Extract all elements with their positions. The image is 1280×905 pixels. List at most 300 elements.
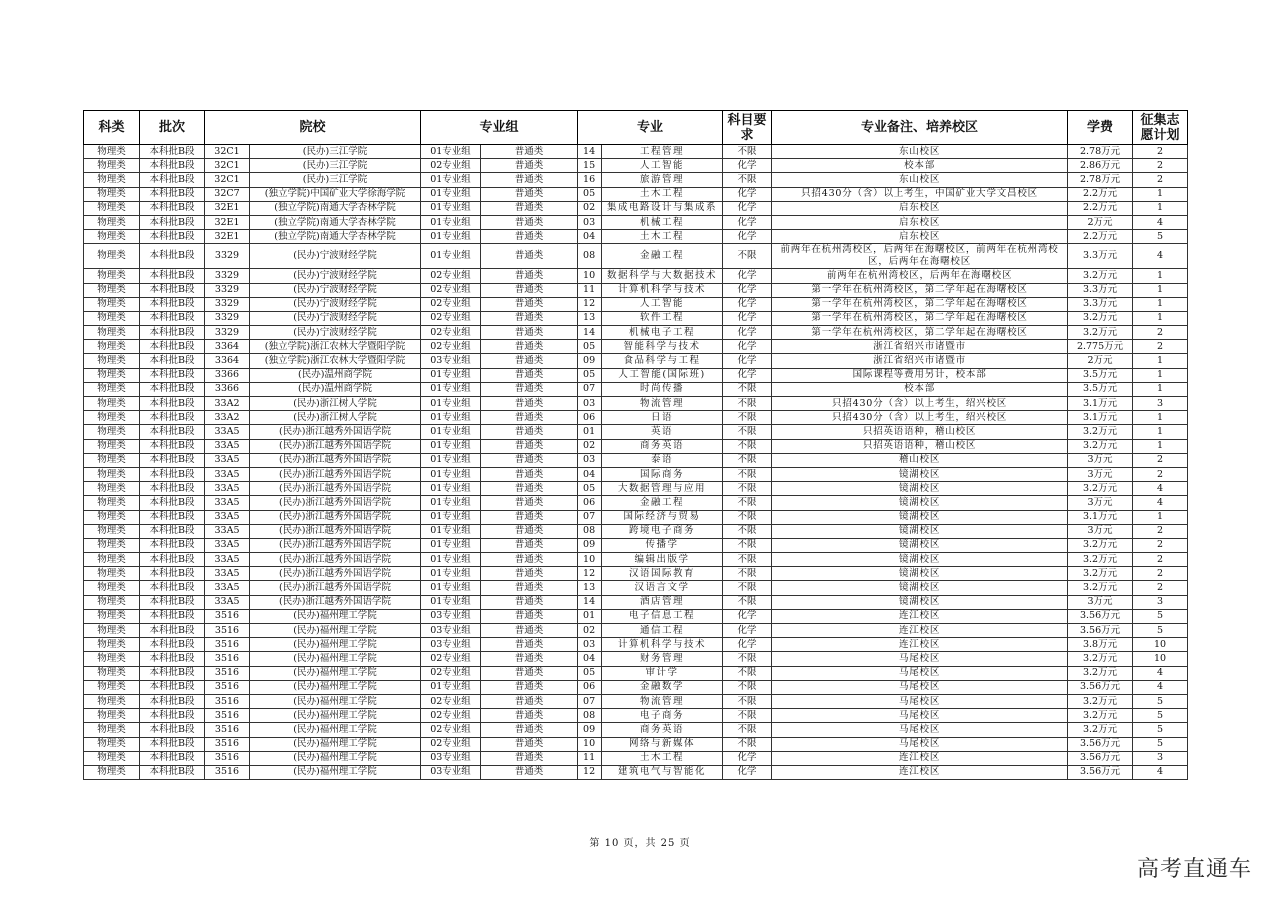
school-code-cell: 3516 xyxy=(205,694,250,708)
batch-cell: 本科批B段 xyxy=(140,553,205,567)
subject-requirement-cell: 不限 xyxy=(723,595,772,609)
major-group-cell: 02专业组 xyxy=(421,326,481,340)
table-row xyxy=(84,723,1188,737)
school-code-cell: 3516 xyxy=(205,652,250,666)
school-code-cell: 3364 xyxy=(205,340,250,354)
major-name-cell: 机械电子工程 xyxy=(602,326,723,340)
major-name-cell: 传播学 xyxy=(602,538,723,552)
school-code-cell: 33A2 xyxy=(205,411,250,425)
category-cell: 物理类 xyxy=(84,244,140,269)
type-cell: 普通类 xyxy=(481,595,578,609)
major-group-cell: 02专业组 xyxy=(421,737,481,751)
major-name-cell: 智能科学与技术 xyxy=(602,340,723,354)
tuition-cell: 3万元 xyxy=(1068,453,1133,467)
admission-table xyxy=(83,110,1188,780)
school-code-cell: 3366 xyxy=(205,368,250,382)
major-code-cell: 04 xyxy=(578,652,602,666)
category-cell: 物理类 xyxy=(84,425,140,439)
table-row xyxy=(84,581,1188,595)
tuition-cell: 3.56万元 xyxy=(1068,765,1133,779)
major-name-cell: 通信工程 xyxy=(602,624,723,638)
type-cell: 普通类 xyxy=(481,638,578,652)
batch-cell: 本科批B段 xyxy=(140,567,205,581)
school-code-cell: 3329 xyxy=(205,326,250,340)
major-code-cell: 03 xyxy=(578,638,602,652)
major-group-cell: 02专业组 xyxy=(421,709,481,723)
major-name-cell: 数据科学与大数据技术 xyxy=(602,269,723,283)
subject-requirement-cell: 化学 xyxy=(723,283,772,297)
type-cell: 普通类 xyxy=(481,230,578,244)
tuition-cell: 3.2万元 xyxy=(1068,694,1133,708)
school-name-cell: (民办)三江学院 xyxy=(250,145,421,159)
subject-requirement-cell: 不限 xyxy=(723,524,772,538)
category-cell: 物理类 xyxy=(84,723,140,737)
table-row xyxy=(84,765,1188,779)
major-name-cell: 土木工程 xyxy=(602,751,723,765)
major-code-cell: 07 xyxy=(578,382,602,396)
subject-requirement-cell: 不限 xyxy=(723,453,772,467)
subject-requirement-cell: 不限 xyxy=(723,145,772,159)
subject-requirement-cell: 不限 xyxy=(723,173,772,187)
major-code-cell: 05 xyxy=(578,187,602,201)
major-name-cell: 时尚传播 xyxy=(602,382,723,396)
batch-cell: 本科批B段 xyxy=(140,723,205,737)
type-cell: 普通类 xyxy=(481,482,578,496)
major-group-cell: 02专业组 xyxy=(421,723,481,737)
tuition-cell: 3.8万元 xyxy=(1068,638,1133,652)
category-cell: 物理类 xyxy=(84,652,140,666)
tuition-cell: 3万元 xyxy=(1068,496,1133,510)
school-code-cell: 3329 xyxy=(205,244,250,269)
header-note-campus: 专业备注、培养校区 xyxy=(772,111,1068,145)
batch-cell: 本科批B段 xyxy=(140,581,205,595)
plan-cell: 3 xyxy=(1133,397,1188,411)
subject-requirement-cell: 不限 xyxy=(723,709,772,723)
subject-requirement-cell: 不限 xyxy=(723,652,772,666)
plan-cell: 5 xyxy=(1133,230,1188,244)
plan-cell: 1 xyxy=(1133,425,1188,439)
subject-requirement-cell: 化学 xyxy=(723,638,772,652)
major-group-cell: 01专业组 xyxy=(421,482,481,496)
subject-requirement-cell: 不限 xyxy=(723,538,772,552)
major-code-cell: 08 xyxy=(578,709,602,723)
table-row xyxy=(84,159,1188,173)
major-group-cell: 01专业组 xyxy=(421,553,481,567)
plan-cell: 1 xyxy=(1133,187,1188,201)
major-name-cell: 建筑电气与智能化 xyxy=(602,765,723,779)
batch-cell: 本科批B段 xyxy=(140,283,205,297)
batch-cell: 本科批B段 xyxy=(140,680,205,694)
table-row xyxy=(84,145,1188,159)
major-group-cell: 01专业组 xyxy=(421,510,481,524)
table-row xyxy=(84,638,1188,652)
plan-cell: 1 xyxy=(1133,368,1188,382)
tuition-cell: 3.2万元 xyxy=(1068,482,1133,496)
category-cell: 物理类 xyxy=(84,524,140,538)
major-name-cell: 商务英语 xyxy=(602,723,723,737)
type-cell: 普通类 xyxy=(481,609,578,623)
school-name-cell: (民办)温州商学院 xyxy=(250,368,421,382)
batch-cell: 本科批B段 xyxy=(140,354,205,368)
batch-cell: 本科批B段 xyxy=(140,737,205,751)
plan-cell: 5 xyxy=(1133,709,1188,723)
tuition-cell: 3万元 xyxy=(1068,467,1133,481)
table-row xyxy=(84,173,1188,187)
batch-cell: 本科批B段 xyxy=(140,638,205,652)
major-code-cell: 10 xyxy=(578,269,602,283)
header-batch: 批次 xyxy=(140,111,205,145)
major-code-cell: 12 xyxy=(578,297,602,311)
note-cell: 浙江省绍兴市诸暨市 xyxy=(772,340,1068,354)
school-code-cell: 33A5 xyxy=(205,496,250,510)
major-group-cell: 01专业组 xyxy=(421,581,481,595)
school-code-cell: 3516 xyxy=(205,680,250,694)
major-group-cell: 01专业组 xyxy=(421,425,481,439)
plan-cell: 2 xyxy=(1133,567,1188,581)
batch-cell: 本科批B段 xyxy=(140,368,205,382)
batch-cell: 本科批B段 xyxy=(140,187,205,201)
major-code-cell: 12 xyxy=(578,567,602,581)
school-code-cell: 3329 xyxy=(205,269,250,283)
major-code-cell: 09 xyxy=(578,723,602,737)
major-code-cell: 14 xyxy=(578,595,602,609)
type-cell: 普通类 xyxy=(481,666,578,680)
school-name-cell: (独立学院)南通大学杏林学院 xyxy=(250,201,421,215)
table-row xyxy=(84,666,1188,680)
note-cell: 第一学年在杭州湾校区，第二学年起在海曙校区 xyxy=(772,297,1068,311)
subject-requirement-cell: 化学 xyxy=(723,187,772,201)
major-group-cell: 03专业组 xyxy=(421,609,481,623)
batch-cell: 本科批B段 xyxy=(140,269,205,283)
batch-cell: 本科批B段 xyxy=(140,751,205,765)
note-cell: 第一学年在杭州湾校区，第二学年起在海曙校区 xyxy=(772,283,1068,297)
plan-cell: 1 xyxy=(1133,283,1188,297)
plan-cell: 1 xyxy=(1133,411,1188,425)
tuition-cell: 3.2万元 xyxy=(1068,652,1133,666)
tuition-cell: 2.2万元 xyxy=(1068,187,1133,201)
school-code-cell: 3516 xyxy=(205,737,250,751)
header-major: 专业 xyxy=(578,111,723,145)
major-group-cell: 02专业组 xyxy=(421,283,481,297)
school-code-cell: 3364 xyxy=(205,354,250,368)
note-cell: 连江校区 xyxy=(772,765,1068,779)
category-cell: 物理类 xyxy=(84,201,140,215)
major-group-cell: 03专业组 xyxy=(421,624,481,638)
school-name-cell: (民办)福州理工学院 xyxy=(250,666,421,680)
major-group-cell: 01专业组 xyxy=(421,187,481,201)
major-code-cell: 14 xyxy=(578,326,602,340)
type-cell: 普通类 xyxy=(481,397,578,411)
table-row xyxy=(84,269,1188,283)
tuition-cell: 3.56万元 xyxy=(1068,737,1133,751)
note-cell: 镜湖校区 xyxy=(772,496,1068,510)
type-cell: 普通类 xyxy=(481,244,578,269)
tuition-cell: 3.1万元 xyxy=(1068,397,1133,411)
school-code-cell: 3329 xyxy=(205,283,250,297)
plan-cell: 5 xyxy=(1133,624,1188,638)
subject-requirement-cell: 化学 xyxy=(723,269,772,283)
batch-cell: 本科批B段 xyxy=(140,538,205,552)
tuition-cell: 3.2万元 xyxy=(1068,439,1133,453)
school-code-cell: 33A5 xyxy=(205,510,250,524)
header-plan: 征集志愿计划 xyxy=(1133,111,1188,145)
subject-requirement-cell: 不限 xyxy=(723,553,772,567)
tuition-cell: 3.2万元 xyxy=(1068,425,1133,439)
major-code-cell: 11 xyxy=(578,751,602,765)
plan-cell: 3 xyxy=(1133,751,1188,765)
major-code-cell: 10 xyxy=(578,553,602,567)
major-group-cell: 01专业组 xyxy=(421,595,481,609)
school-name-cell: (独立学院)中国矿业大学徐海学院 xyxy=(250,187,421,201)
subject-requirement-cell: 不限 xyxy=(723,482,772,496)
note-cell: 马尾校区 xyxy=(772,666,1068,680)
category-cell: 物理类 xyxy=(84,368,140,382)
major-name-cell: 土木工程 xyxy=(602,230,723,244)
type-cell: 普通类 xyxy=(481,297,578,311)
table-row xyxy=(84,694,1188,708)
school-code-cell: 33A5 xyxy=(205,482,250,496)
plan-cell: 2 xyxy=(1133,453,1188,467)
major-code-cell: 05 xyxy=(578,368,602,382)
subject-requirement-cell: 化学 xyxy=(723,297,772,311)
category-cell: 物理类 xyxy=(84,215,140,229)
note-cell: 第一学年在杭州湾校区，第二学年起在海曙校区 xyxy=(772,311,1068,325)
type-cell: 普通类 xyxy=(481,723,578,737)
type-cell: 普通类 xyxy=(481,496,578,510)
major-code-cell: 05 xyxy=(578,340,602,354)
major-name-cell: 土木工程 xyxy=(602,187,723,201)
major-group-cell: 03专业组 xyxy=(421,751,481,765)
major-group-cell: 01专业组 xyxy=(421,397,481,411)
type-cell: 普通类 xyxy=(481,538,578,552)
tuition-cell: 3.56万元 xyxy=(1068,624,1133,638)
plan-cell: 2 xyxy=(1133,467,1188,481)
table-row xyxy=(84,425,1188,439)
school-name-cell: (民办)福州理工学院 xyxy=(250,652,421,666)
tuition-cell: 3.56万元 xyxy=(1068,680,1133,694)
major-group-cell: 01专业组 xyxy=(421,215,481,229)
table-row xyxy=(84,397,1188,411)
major-name-cell: 酒店管理 xyxy=(602,595,723,609)
header-major-group: 专业组 xyxy=(421,111,578,145)
category-cell: 物理类 xyxy=(84,694,140,708)
major-code-cell: 10 xyxy=(578,737,602,751)
subject-requirement-cell: 不限 xyxy=(723,581,772,595)
note-cell: 连江校区 xyxy=(772,751,1068,765)
table-row xyxy=(84,297,1188,311)
major-code-cell: 05 xyxy=(578,482,602,496)
major-code-cell: 07 xyxy=(578,694,602,708)
category-cell: 物理类 xyxy=(84,624,140,638)
school-name-cell: (民办)三江学院 xyxy=(250,173,421,187)
tuition-cell: 3万元 xyxy=(1068,524,1133,538)
table-row xyxy=(84,709,1188,723)
major-group-cell: 01专业组 xyxy=(421,382,481,396)
note-cell: 连江校区 xyxy=(772,624,1068,638)
major-group-cell: 01专业组 xyxy=(421,439,481,453)
note-cell: 镜湖校区 xyxy=(772,581,1068,595)
tuition-cell: 3.5万元 xyxy=(1068,382,1133,396)
school-code-cell: 32E1 xyxy=(205,230,250,244)
table-row xyxy=(84,567,1188,581)
table-row xyxy=(84,482,1188,496)
subject-requirement-cell: 化学 xyxy=(723,326,772,340)
type-cell: 普通类 xyxy=(481,581,578,595)
table-row xyxy=(84,737,1188,751)
batch-cell: 本科批B段 xyxy=(140,595,205,609)
plan-cell: 2 xyxy=(1133,581,1188,595)
type-cell: 普通类 xyxy=(481,382,578,396)
plan-cell: 1 xyxy=(1133,311,1188,325)
type-cell: 普通类 xyxy=(481,201,578,215)
type-cell: 普通类 xyxy=(481,567,578,581)
type-cell: 普通类 xyxy=(481,411,578,425)
batch-cell: 本科批B段 xyxy=(140,145,205,159)
note-cell: 校本部 xyxy=(772,159,1068,173)
watermark-logo: 高考直通车 xyxy=(1136,857,1252,882)
tuition-cell: 3.2万元 xyxy=(1068,326,1133,340)
note-cell: 只招430分（含）以上考生，绍兴校区 xyxy=(772,397,1068,411)
category-cell: 物理类 xyxy=(84,173,140,187)
major-group-cell: 01专业组 xyxy=(421,173,481,187)
batch-cell: 本科批B段 xyxy=(140,173,205,187)
school-code-cell: 32C7 xyxy=(205,187,250,201)
school-name-cell: (民办)宁波财经学院 xyxy=(250,326,421,340)
school-name-cell: (民办)福州理工学院 xyxy=(250,638,421,652)
type-cell: 普通类 xyxy=(481,173,578,187)
subject-requirement-cell: 化学 xyxy=(723,159,772,173)
plan-cell: 1 xyxy=(1133,354,1188,368)
major-name-cell: 金融工程 xyxy=(602,244,723,269)
major-code-cell: 03 xyxy=(578,397,602,411)
school-name-cell: (民办)福州理工学院 xyxy=(250,765,421,779)
note-cell: 只招英语语种，稽山校区 xyxy=(772,425,1068,439)
major-name-cell: 物流管理 xyxy=(602,397,723,411)
major-name-cell: 网络与新媒体 xyxy=(602,737,723,751)
type-cell: 普通类 xyxy=(481,709,578,723)
subject-requirement-cell: 不限 xyxy=(723,244,772,269)
plan-cell: 5 xyxy=(1133,723,1188,737)
tuition-cell: 2.2万元 xyxy=(1068,230,1133,244)
type-cell: 普通类 xyxy=(481,553,578,567)
batch-cell: 本科批B段 xyxy=(140,609,205,623)
type-cell: 普通类 xyxy=(481,215,578,229)
type-cell: 普通类 xyxy=(481,326,578,340)
batch-cell: 本科批B段 xyxy=(140,215,205,229)
category-cell: 物理类 xyxy=(84,354,140,368)
table-row xyxy=(84,595,1188,609)
major-name-cell: 审计学 xyxy=(602,666,723,680)
major-code-cell: 04 xyxy=(578,230,602,244)
major-code-cell: 09 xyxy=(578,538,602,552)
major-name-cell: 国际经济与贸易 xyxy=(602,510,723,524)
major-name-cell: 跨境电子商务 xyxy=(602,524,723,538)
note-cell: 镜湖校区 xyxy=(772,482,1068,496)
tuition-cell: 2万元 xyxy=(1068,215,1133,229)
note-cell: 马尾校区 xyxy=(772,694,1068,708)
note-cell: 只招430分（含）以上考生，绍兴校区 xyxy=(772,411,1068,425)
plan-cell: 1 xyxy=(1133,201,1188,215)
plan-cell: 1 xyxy=(1133,269,1188,283)
school-code-cell: 33A5 xyxy=(205,538,250,552)
plan-cell: 10 xyxy=(1133,638,1188,652)
plan-cell: 5 xyxy=(1133,737,1188,751)
tuition-cell: 2.78万元 xyxy=(1068,173,1133,187)
type-cell: 普通类 xyxy=(481,680,578,694)
category-cell: 物理类 xyxy=(84,326,140,340)
note-cell: 连江校区 xyxy=(772,638,1068,652)
plan-cell: 2 xyxy=(1133,145,1188,159)
type-cell: 普通类 xyxy=(481,453,578,467)
batch-cell: 本科批B段 xyxy=(140,765,205,779)
category-cell: 物理类 xyxy=(84,187,140,201)
major-name-cell: 计算机科学与技术 xyxy=(602,638,723,652)
header-row xyxy=(84,111,1188,145)
subject-requirement-cell: 化学 xyxy=(723,311,772,325)
subject-requirement-cell: 不限 xyxy=(723,694,772,708)
major-code-cell: 09 xyxy=(578,354,602,368)
school-code-cell: 32E1 xyxy=(205,215,250,229)
major-group-cell: 03专业组 xyxy=(421,765,481,779)
school-name-cell: (民办)浙江树人学院 xyxy=(250,397,421,411)
subject-requirement-cell: 不限 xyxy=(723,397,772,411)
note-cell: 镜湖校区 xyxy=(772,467,1068,481)
plan-cell: 2 xyxy=(1133,173,1188,187)
category-cell: 物理类 xyxy=(84,382,140,396)
category-cell: 物理类 xyxy=(84,439,140,453)
batch-cell: 本科批B段 xyxy=(140,666,205,680)
note-cell: 启东校区 xyxy=(772,230,1068,244)
plan-cell: 1 xyxy=(1133,382,1188,396)
school-name-cell: (民办)宁波财经学院 xyxy=(250,283,421,297)
tuition-cell: 3.2万元 xyxy=(1068,666,1133,680)
category-cell: 物理类 xyxy=(84,709,140,723)
school-code-cell: 32C1 xyxy=(205,159,250,173)
tuition-cell: 2.78万元 xyxy=(1068,145,1133,159)
tuition-cell: 3.2万元 xyxy=(1068,723,1133,737)
major-code-cell: 03 xyxy=(578,215,602,229)
plan-cell: 3 xyxy=(1133,595,1188,609)
batch-cell: 本科批B段 xyxy=(140,496,205,510)
type-cell: 普通类 xyxy=(481,425,578,439)
batch-cell: 本科批B段 xyxy=(140,326,205,340)
school-code-cell: 33A5 xyxy=(205,439,250,453)
type-cell: 普通类 xyxy=(481,187,578,201)
school-name-cell: (独立学院)南通大学杏林学院 xyxy=(250,230,421,244)
table-row xyxy=(84,244,1188,269)
category-cell: 物理类 xyxy=(84,411,140,425)
subject-requirement-cell: 不限 xyxy=(723,382,772,396)
school-code-cell: 32C1 xyxy=(205,173,250,187)
plan-cell: 4 xyxy=(1133,482,1188,496)
subject-requirement-cell: 不限 xyxy=(723,439,772,453)
major-group-cell: 01专业组 xyxy=(421,244,481,269)
school-code-cell: 33A5 xyxy=(205,453,250,467)
major-group-cell: 01专业组 xyxy=(421,524,481,538)
major-code-cell: 03 xyxy=(578,453,602,467)
note-cell: 前两年在杭州湾校区，后两年在海曙校区 xyxy=(772,269,1068,283)
table-row xyxy=(84,510,1188,524)
type-cell: 普通类 xyxy=(481,269,578,283)
batch-cell: 本科批B段 xyxy=(140,425,205,439)
table-row xyxy=(84,382,1188,396)
major-code-cell: 04 xyxy=(578,467,602,481)
subject-requirement-cell: 不限 xyxy=(723,467,772,481)
note-cell: 稽山校区 xyxy=(772,453,1068,467)
table-row xyxy=(84,467,1188,481)
category-cell: 物理类 xyxy=(84,283,140,297)
major-code-cell: 13 xyxy=(578,311,602,325)
